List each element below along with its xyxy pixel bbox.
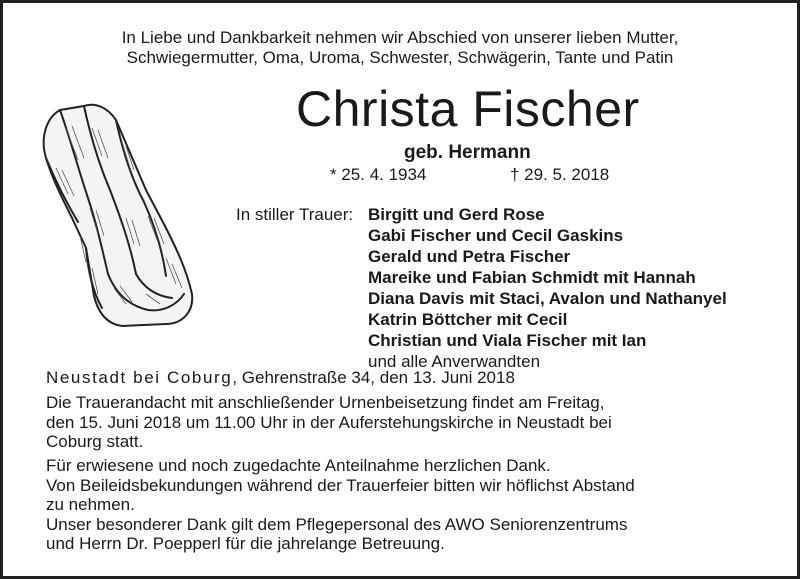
mourner-item: Gerald und Petra Fischer: [368, 247, 571, 266]
mourners-label: In stiller Trauer:: [236, 205, 354, 224]
intro-text: [0, 28, 800, 68]
place-city: Neustadt bei Coburg: [46, 368, 233, 387]
ceremony-line: den 15. Juni 2018 um 11.00 Uhr in der Auferstehungskirche in Neustadt bei: [46, 412, 612, 432]
thanks-line: und Herrn Dr. Poepperl für die jahrelange Betreuung.: [46, 534, 445, 553]
mourners-list: [368, 204, 727, 372]
mourner-item: Diana Davis mit Staci, Avalon und Nathanyel: [368, 289, 727, 308]
mourner-item: Birgitt und Gerd Rose: [368, 205, 545, 224]
praying-hands-icon: [26, 98, 196, 330]
place-and-date: [46, 368, 515, 388]
thanks-line: Unser besonderer Dank gilt dem Pflegepersonal des AWO Seniorenzentrums: [46, 514, 628, 534]
mourner-item: Gabi Fischer und Cecil Gaskins: [368, 226, 624, 245]
intro-line-1: In Liebe und Dankbarkeit nehmen wir Abschied von unserer lieben Mutter,: [121, 28, 679, 47]
thanks-paragraph: [46, 456, 746, 554]
ceremony-line: Coburg statt.: [46, 432, 144, 451]
thanks-line: Von Beileidsbekundungen während der Trauerfeier bitten wir höflichst Abstand: [46, 475, 635, 495]
death-date: † 29. 5. 2018: [510, 165, 610, 184]
intro-line-2: Schwiegermutter, Oma, Uroma, Schwester, Schwägerin, Tante und Patin: [126, 48, 674, 67]
mourner-item: Mareike und Fabian Schmidt mit Hannah: [368, 268, 696, 287]
ceremony-line: Die Trauerandacht mit anschließender Urnenbeisetzung findet am Freitag,: [46, 393, 605, 412]
mourner-item: Christian und Viala Fischer mit Ian: [368, 331, 647, 350]
ceremony-paragraph: [46, 393, 746, 452]
deceased-name: Christa Fischer: [296, 81, 640, 137]
birth-date: * 25. 4. 1934: [330, 165, 427, 184]
place-address-date: , Gehrenstraße 34, den 13. Juni 2018: [232, 368, 515, 387]
maiden-name: geb. Hermann: [404, 142, 531, 163]
thanks-line: Für erwiesene und noch zugedachte Anteilnahme herzlichen Dank.: [46, 456, 551, 475]
mourners-closing: und alle Anverwandten: [368, 352, 541, 371]
thanks-line: zu nehmen.: [46, 495, 135, 514]
mourner-item: Katrin Böttcher mit Cecil: [368, 310, 568, 329]
